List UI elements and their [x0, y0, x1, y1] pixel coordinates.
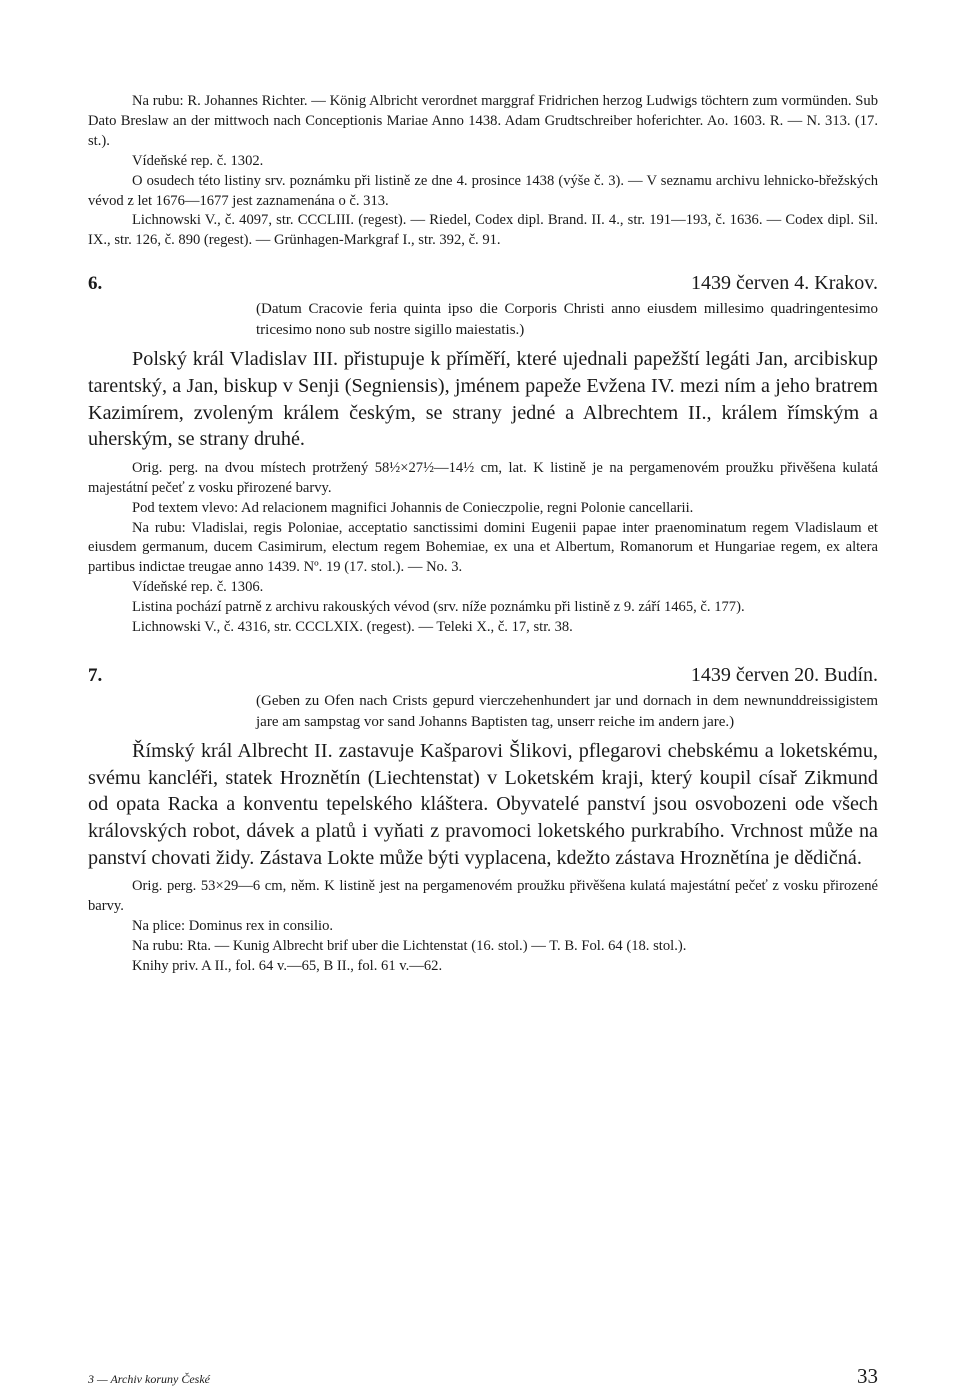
- entry-7: [88, 662, 878, 977]
- note-paragraph: Na rubu: Vladislai, regis Poloniae, acceptatio sanctissimi domini Eugenii papae inter praenominatum regem Vladislaum et eiusdem germanum, ducem Casimirum, electum regem Bohemiae, ex una et Albertum, Romanorum et Hungariae regem, ex altera partibus indictae treugae anno 1439. Nº. 19 (17. stol.). — No. 3.: [88, 519, 878, 576]
- note-paragraph: Na rubu: Rta. — Kunig Albrecht brif uber die Lichtenstat (16. stol.) — T. B. Fol. 64 (18. stol.).: [132, 937, 687, 954]
- entry-number: 6.: [88, 273, 103, 295]
- note-paragraph: Lichnowski V., č. 4097, str. CCCLIII. (regest). — Riedel, Codex dipl. Brand. II. 4., str. 191—193, č. 1636. — Codex dipl. Sil. IX., str. 126, č. 890 (regest). — Grünhagen-Markgraf I., str. 392, č. 91.: [88, 212, 878, 249]
- dating-clause: (Datum Cracovie feria quinta ipso die Corporis Christi anno eiusdem millesimo quadringentesimo tricesimo nono sub nostre sigillo maiestatis.): [256, 301, 878, 338]
- note-paragraph: Na rubu: R. Johannes Richter. — König Albricht verordnet marggraf Fridrichen herzog Ludwigs töchtern zum vormünden. Sub Dato Breslaw an der mittwoch nach Conceptionis Mariae Anno 1438. Adam Grudtschreiber hoferichter. Ao. 1603. R. — N. 313. (17. st.).: [88, 93, 878, 149]
- entry-date: 1439 červen 20. Budín.: [690, 663, 878, 686]
- top-notes: [88, 92, 878, 251]
- note-paragraph: Vídeňské rep. č. 1302.: [132, 152, 264, 169]
- page-footer: [88, 1364, 878, 1389]
- entry-date: 1439 červen 4. Krakov.: [691, 272, 878, 295]
- entry-number: 7.: [88, 664, 103, 686]
- note-paragraph: Vídeňské rep. č. 1306.: [132, 579, 264, 596]
- note-paragraph: O osudech této listiny srv. poznámku při listině ze dne 4. prosince 1438 (výše č. 3). — V seznamu archivu lehnicko-břežských vévod z let 1676—1677 jest zaznamenána o č. 313.: [88, 172, 878, 209]
- note-paragraph: Lichnowski V., č. 4316, str. CCCLXIX. (regest). — Teleki X., č. 17, str. 38.: [132, 619, 573, 636]
- entry-notes: [88, 877, 878, 977]
- note-paragraph: Listina pochází patrně z archivu rakouských vévod (srv. níže poznámku při listině z 9. září 1465, č. 177).: [132, 599, 745, 616]
- page-content: [88, 92, 878, 977]
- entry-header: [88, 662, 878, 689]
- page-number: 33: [857, 1364, 878, 1388]
- entry-summary: Římský král Albrecht II. zastavuje Kašparovi Šlikovi, pflegarovi chebskému a loketskému, svému kancléři, statek Hroznětín (Liechtenstat) v Loketském kraji, který koupil císař Zikmund od opata Racka a konventu tepelského kláštera. Obyvatelé panství jsou osvobozeni ode všech královských robot, dávek a platů i vyňati z pravomoci loketského purkrabího. Vrchnost může na panství chovati židy. Zástava Lokte může býti vyplacena, kdežto zástava Hroznětína je dědičná.: [88, 740, 878, 869]
- entry-6: [88, 270, 878, 638]
- entry-header: [88, 270, 878, 297]
- entry-summary: Polský král Vladislav III. přistupuje k příměří, které ujednali papežští legáti Jan, arcibiskup tarentský, a Jan, biskup v Senji (Segniensis), jménem papeže Evžena IV. mezi ním a jeho bratrem Kazimírem, zvoleným králem českým, se strany jedné a Albrechtem II., králem římským a uherským, se strany druhé.: [88, 348, 878, 451]
- note-paragraph: Orig. perg. 53×29—6 cm, něm. K listině jest na pergamenovém proužku přivěšena kulatá majestátní pečeť z vosku přirozené barvy.: [88, 878, 878, 915]
- note-paragraph: Pod textem vlevo: Ad relacionem magnifici Johannis de Conieczpolie, regni Polonie cancellarii.: [132, 499, 694, 516]
- dating-clause: (Geben zu Ofen nach Crists gepurd vierczehenhundert jar und dornach in dem newnunddreissigistem jare am sampstag vor sand Johanns Baptisten tag, unserr reiche im andern jare.): [256, 692, 878, 730]
- entry-notes: [88, 459, 878, 638]
- note-paragraph: Na plice: Dominus rex in consilio.: [132, 917, 334, 934]
- note-paragraph: Knihy priv. A II., fol. 64 v.—65, B II., fol. 61 v.—62.: [132, 957, 443, 974]
- note-paragraph: Orig. perg. na dvou místech protržený 58½×27½—14½ cm, lat. K listině je na pergamenovém proužku přivěšena kulatá majestátní pečeť z vosku přirozené barvy.: [88, 459, 878, 496]
- footer-note: 3 — Archiv koruny České: [88, 1372, 210, 1386]
